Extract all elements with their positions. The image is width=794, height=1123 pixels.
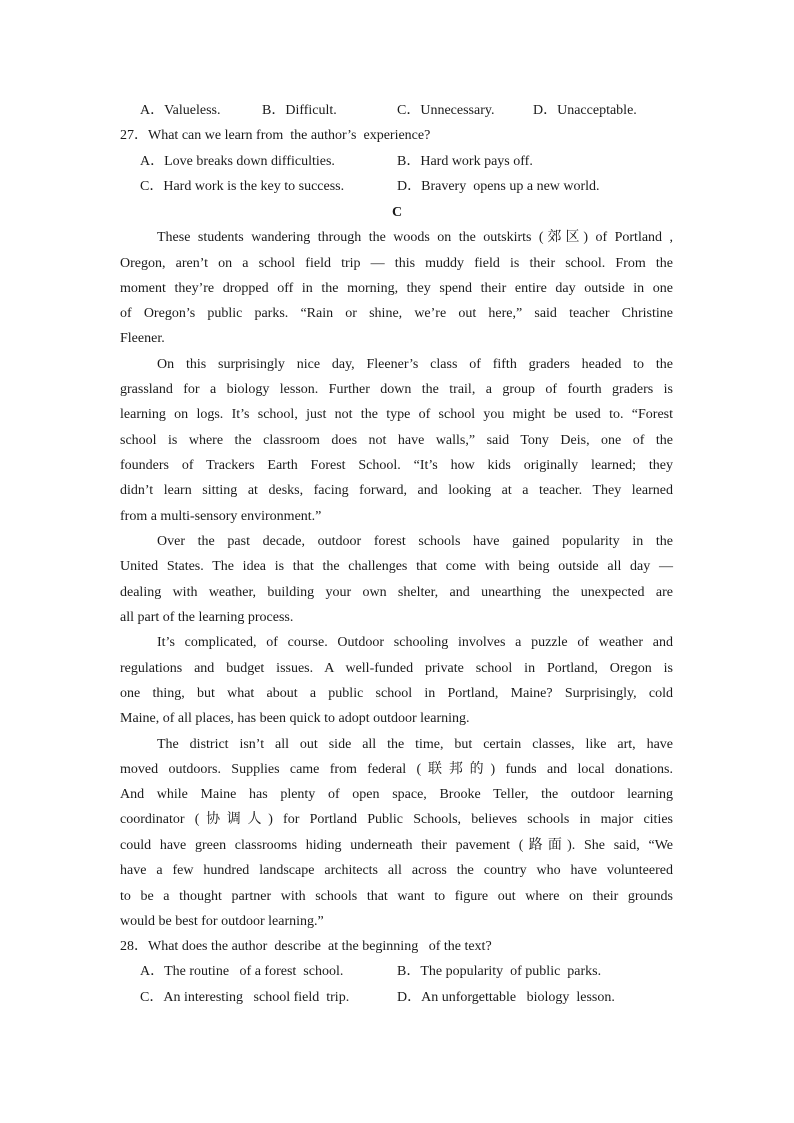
passage-line: would be best for outdoor learning.”: [120, 914, 324, 929]
passage-line: all part of the learning process.: [120, 610, 294, 625]
passage-line: to be a thought partner with schools that want to figure out where on their grounds: [120, 889, 673, 904]
section-label: C: [391, 205, 403, 220]
q28-option-a: A．The routine of a forest school.: [140, 964, 344, 979]
passage-line: moment they’re dropped off in the morning, they spend their entire day outside in one: [120, 281, 673, 296]
q27-option-a: A．Love breaks down difficulties.: [140, 154, 335, 169]
passage-line: Maine, of all places, has been quick to adopt outdoor learning.: [120, 711, 470, 726]
q28-stem: 28．What does the author describe at the beginning of the text?: [120, 939, 492, 954]
passage-line: On this surprisingly nice day, Fleener’s class of fifth graders headed to the: [157, 357, 673, 372]
q26-option-b: B．Difficult.: [262, 103, 337, 118]
q27-stem: 27．What can we learn from the author’s experience?: [120, 128, 431, 143]
passage-line: of Oregon’s public parks. “Rain or shine, we’re out here,” said teacher Christine: [120, 306, 673, 321]
passage-line: Over the past decade, outdoor forest schools have gained popularity in the: [157, 534, 673, 549]
q27-option-c: C．Hard work is the key to success.: [140, 179, 345, 194]
passage-line: grassland for a biology lesson. Further down the trail, a group of fourth graders is: [120, 382, 673, 397]
passage-line: from a multi-sensory environment.”: [120, 509, 322, 524]
passage-line: learning on logs. It’s school, just not the type of school you might be used to. “Forest: [120, 407, 673, 422]
passage-line: moved outdoors. Supplies came from federal (联邦的) funds and local donations.: [120, 762, 673, 777]
passage-line: have a few hundred landscape architects all across the country who have volunteered: [120, 863, 673, 878]
q28-option-b: B．The popularity of public parks.: [397, 964, 602, 979]
q27-option-d: D．Bravery opens up a new world.: [397, 179, 600, 194]
passage-line: Fleener.: [120, 331, 165, 346]
q28-option-c: C．An interesting school field trip.: [140, 990, 350, 1005]
passage-line: These students wandering through the woods on the outskirts (郊区) of Portland ,: [157, 230, 673, 245]
q26-option-a: A．Valueless.: [140, 103, 221, 118]
passage-line: It’s complicated, of course. Outdoor schooling involves a puzzle of weather and: [157, 635, 673, 650]
passage-line: founders of Trackers Earth Forest School. “It’s how kids originally learned; they: [120, 458, 673, 473]
passage-line: Oregon, aren’t on a school field trip — this muddy field is their school. From the: [120, 256, 673, 271]
passage-line: regulations and budget issues. A well-funded private school in Portland, Oregon is: [120, 661, 673, 676]
passage-line: didn’t learn sitting at desks, facing forward, and looking at a teacher. They learned: [120, 483, 673, 498]
passage-line: one thing, but what about a public school in Portland, Maine? Surprisingly, cold: [120, 686, 673, 701]
passage-line: coordinator (协调人) for Portland Public Schools, believes schools in major cities: [120, 812, 673, 827]
passage-line: United States. The idea is that the challenges that come with being outside all day —: [120, 559, 673, 574]
passage-line: could have green classrooms hiding underneath their pavement (路面). She said, “We: [120, 838, 673, 853]
q27-option-b: B．Hard work pays off.: [397, 154, 533, 169]
passage-line: And while Maine has plenty of open space, Brooke Teller, the outdoor learning: [120, 787, 673, 802]
q26-option-c: C．Unnecessary.: [397, 103, 495, 118]
passage-line: school is where the classroom does not have walls,” said Tony Deis, one of the: [120, 433, 673, 448]
passage-line: dealing with weather, building your own shelter, and unearthing the unexpected are: [120, 585, 673, 600]
passage-line: The district isn’t all out side all the time, but certain classes, like art, have: [157, 737, 673, 752]
q28-option-d: D．An unforgettable biology lesson.: [397, 990, 615, 1005]
q26-option-d: D．Unacceptable.: [533, 103, 637, 118]
